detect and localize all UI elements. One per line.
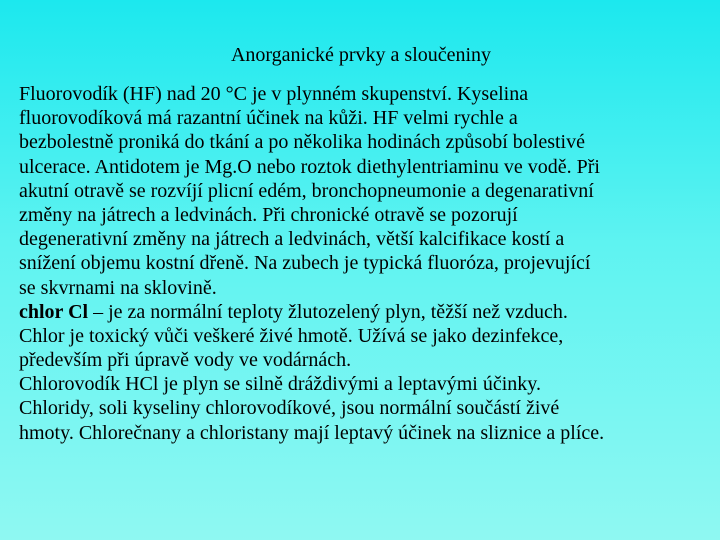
text-line: Chloridy, soli kyseliny chlorovodíkové, jsou normální součástí živé — [19, 397, 560, 420]
chlor-term: chlor Cl — [19, 300, 89, 323]
chlor-description: – je za normální teploty žlutozelený plyn, těžší než vzduch. — [88, 300, 568, 323]
text-line: degenerativní změny na játrech a ledvinách, větší kalcifikace kostí a — [19, 228, 565, 251]
text-line: se skvrnami na sklovině. — [19, 276, 217, 299]
text-line: Fluorovodík (HF) nad 20 °C je v plynném skupenství. Kyselina — [19, 83, 529, 105]
text-line: fluorovodíková má razantní účinek na kůži. HF velmi rychle a — [19, 107, 518, 130]
text-line: akutní otravě se rozvíjí plicní edém, bronchopneumonie a degenarativní — [19, 179, 594, 202]
text-line: změny na játrech a ledvinách. Při chronické otravě se pozorují — [19, 203, 518, 226]
text-line: především při úpravě vody ve vodárnách. — [19, 349, 352, 372]
text-line: snížení objemu kostní dřeně. Na zubech je typická fluoróza, projevující — [19, 252, 591, 275]
text-line: Chlorovodík HCl je plyn se silně dráždivými a leptavými účinky. — [19, 373, 541, 396]
text-line: hmoty. Chlorečnany a chloristany mají leptavý účinek na sliznice a plíce. — [19, 421, 605, 444]
text-line: ulcerace. Antidotem je Mg.O nebo roztok diethylentriaminu ve vodě. Při — [19, 155, 600, 178]
slide-title: Anorganické prvky a sloučeniny — [230, 44, 492, 66]
text-line: bezbolestně proniká do tkání a po několika hodinách způsobí bolestivé — [19, 131, 585, 154]
text-line: Chlor je toxický vůči veškeré živé hmotě. Užívá se jako dezinfekce, — [19, 324, 564, 347]
slide-body — [19, 82, 720, 445]
chlor-line — [19, 300, 720, 324]
